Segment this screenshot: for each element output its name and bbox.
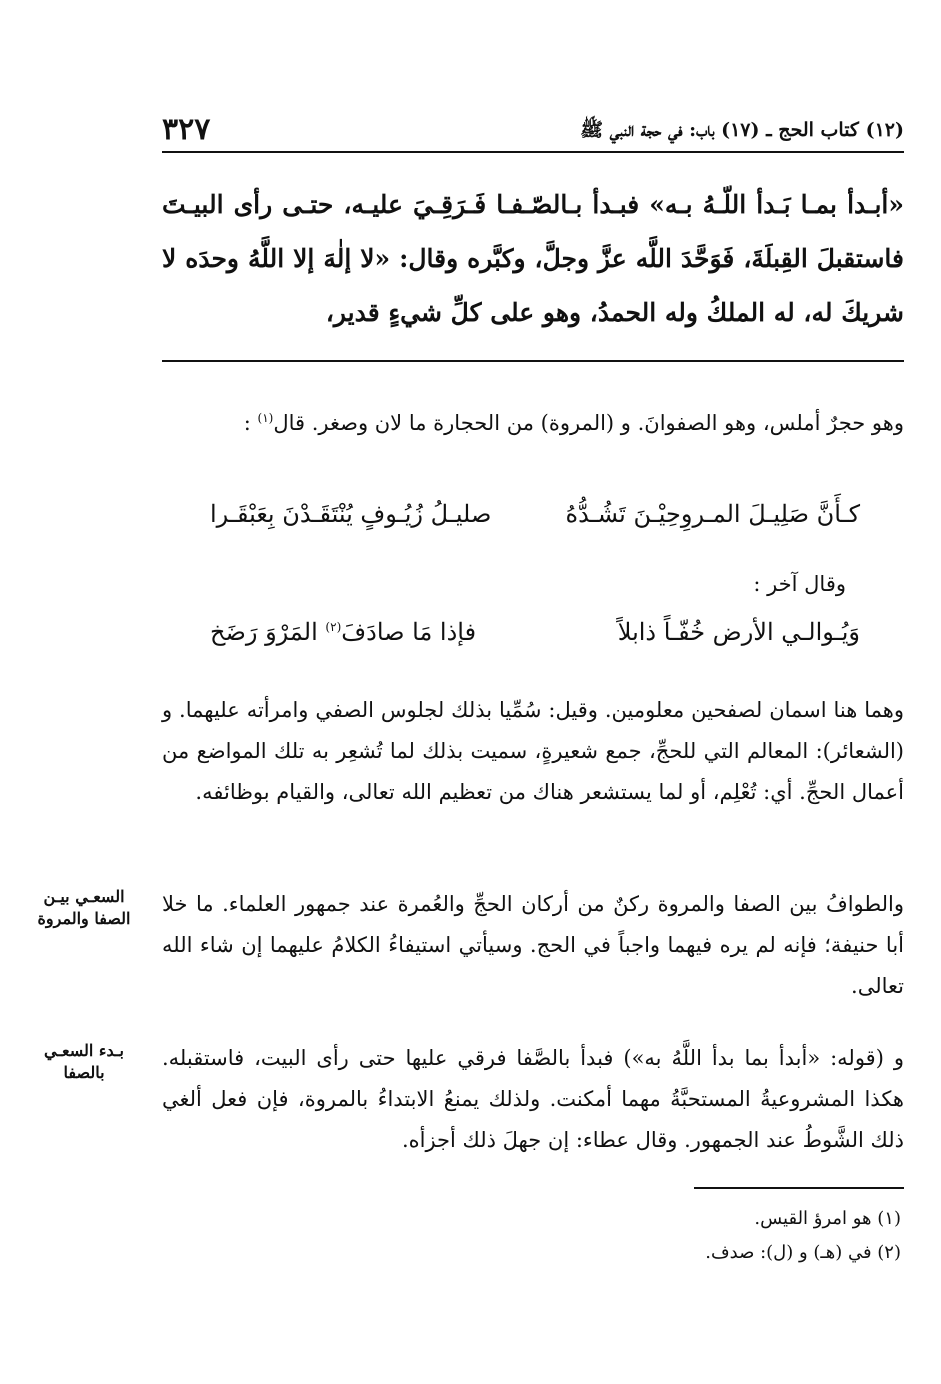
commentary-paragraph-3: والطوافُ بين الصفا والمروة ركنٌ من أركان الحجِّ والعُمرة عند جمهور العلماء. ما خلا أبا حنيفة؛ فإنه لم يره فيهما واجباً في الحج. وسيأتي استيفاءُ الكلامُ عليهما إن شاء الله تعالى.	[162, 892, 904, 998]
footnote-ref: (٢)	[325, 620, 342, 634]
commentary-text: وهو حجرٌ أملس، وهو الصفوانَ. و (المروة) من الحجارة ما لان وصغر.	[311, 411, 904, 435]
running-title: (١٢) كتاب الحج ـ (١٧) باب: في حجة النبي ﷺ	[580, 119, 904, 141]
margin-note-line: بالصفا	[63, 1063, 105, 1082]
section-divider	[162, 360, 904, 362]
margin-note-line: السعـي بيـن	[43, 887, 125, 906]
quote-intro: قال	[273, 411, 306, 435]
margin-note-line: الصفا والمروة	[37, 909, 131, 928]
page-number: ٣٢٧	[162, 112, 211, 147]
commentary-paragraph-4: و (قوله: «أبدأ بما بدأ اللَّهُ به») فبدأ بالصَّفا فرقي عليها حتى رأى البيت، فاستقبله. هكذا المشروعيةُ المستحبَّةُ مهما أمكنت. ولذلك يمنعُ الابتداءُ بالمروة، فإن فعل ألغي ذلك الشَّوطُ عند الجمهور. وقال عطاء: إن جهلَ ذلك أجزأه.	[162, 1046, 904, 1152]
verse-1-first-hemistich: كـأَنَّ صَلِيـلَ المـروِحِيْـنَ تَشُـدُّهُ	[565, 500, 860, 528]
hadith-text: «أبـدأ بمـا بَـدأ اللّـهُ بـه» فبـدأ بـالصّـفـا فَـرَقِـيَ عليـه، حتـى رأى البيـتَ فاستقبلَ القِبلَةَ، فَوَحَّدَ اللَّه عزَّ وجلَّ، وكبَّره وقال: «لا إلٰهَ إلا اللَّهُ وحدَه لا شريكَ له، له الملكُ وله الحمدُ، وهو على كلِّ شيءٍ قدير،	[162, 190, 904, 327]
footnote-1: (١) هو امرؤ القيس.	[754, 1208, 901, 1229]
commentary-paragraph-2: وهما هنا اسمان لصفحين معلومين. وقيل: سُمِّيا بذلك لجلوس الصفي وامرأته عليهما. و (الشعائر): المعالم التي للحجِّ، جمع شعيرةٍ، سميت بذلك لما تُشعِر به تلك المواضع من أعمال الحجِّ. أي: تُعْلِم، أو لما يستشعر هناك من تعظيم الله تعالى، والقيام بوظائفه.	[162, 698, 904, 804]
verse-2-second-hemistich	[210, 618, 476, 646]
verse-intro: وقال آخر :	[753, 572, 846, 596]
verse-line-1	[210, 500, 860, 550]
colon: :	[243, 411, 251, 435]
margin-note-line: بـدء السعـي	[44, 1041, 124, 1060]
margin-note-2	[26, 1040, 142, 1084]
page-header	[162, 112, 904, 148]
verse-1-second-hemistich: صليـلُ زُيُـوفٍ يُنْتَقَـدْنَ بِعَبْقَـرا	[210, 500, 492, 528]
footnote-rule	[694, 1187, 904, 1189]
verse-2-text-b: المَرْوَ رَضَخ	[210, 618, 318, 646]
commentary-paragraph-1	[162, 398, 904, 444]
footnote-ref: (١)	[257, 411, 274, 425]
footnote-2: (٢) في (هـ) و (ل): صدف.	[705, 1242, 901, 1263]
verse-2-text-a: فإذا مَا صادَفَ	[341, 618, 477, 646]
header-rule	[162, 151, 904, 153]
verse-line-2	[210, 618, 860, 668]
verse-2-first-hemistich: وَيُـوالـي الأرض خُفّـاً ذابلاً	[617, 618, 860, 646]
margin-note-1	[26, 886, 142, 930]
